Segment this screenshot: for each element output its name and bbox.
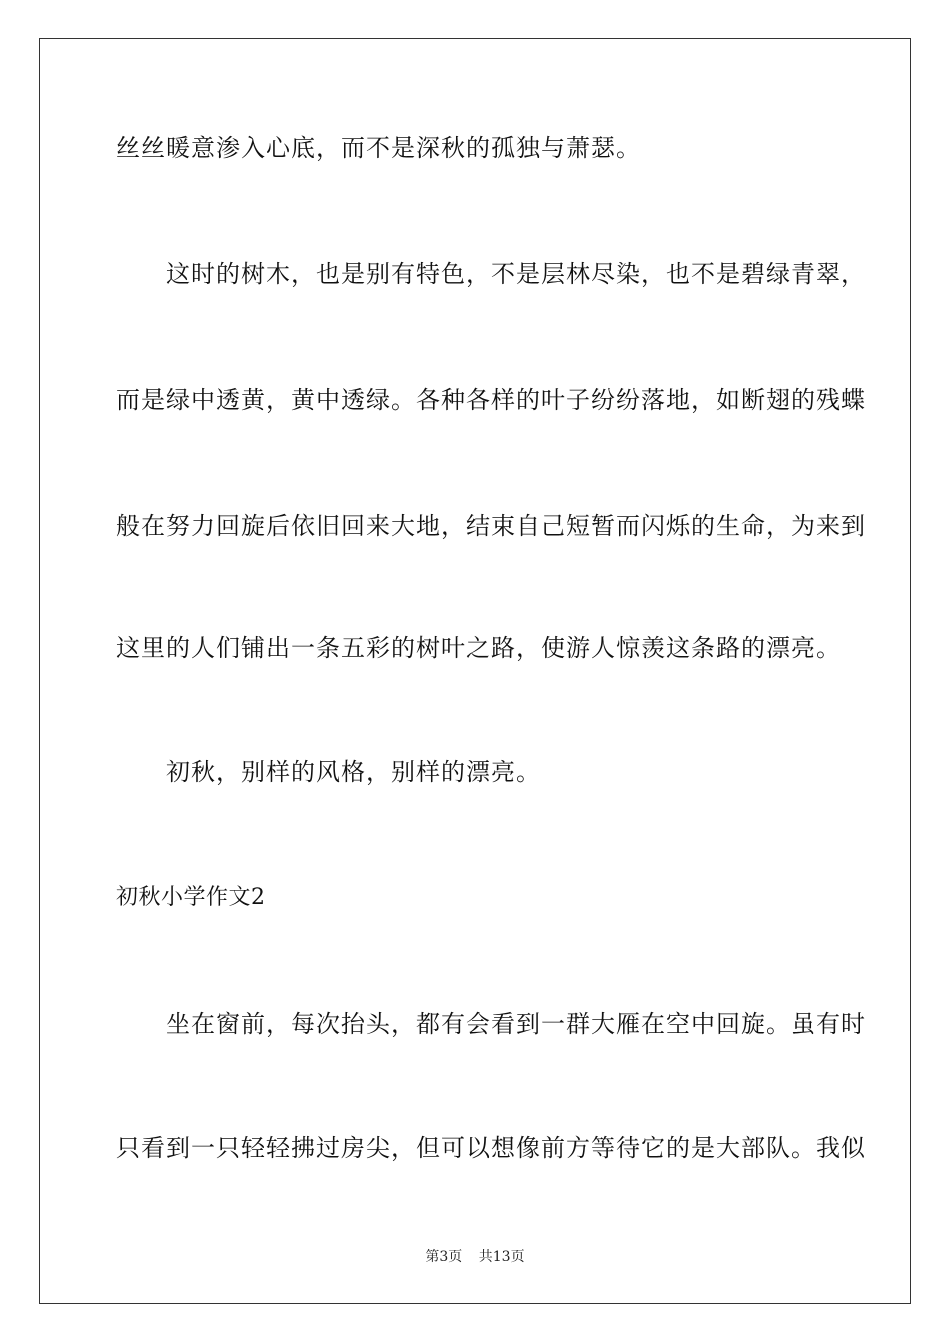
paragraph-line: 般在努力回旋后依旧回来大地，结束自己短暂而闪烁的生命，为来到: [116, 512, 866, 540]
paragraph-line: 坐在窗前，每次抬头，都有会看到一群大雁在空中回旋。虽有时: [166, 1010, 866, 1038]
paragraph-line: 而是绿中透黄，黄中透绿。各种各样的叶子纷纷落地，如断翅的残蝶: [116, 386, 866, 414]
paragraph-line: 丝丝暖意渗入心底，而不是深秋的孤独与萧瑟。: [116, 134, 641, 162]
paragraph-line: 只看到一只轻轻拂过房尖，但可以想像前方等待它的是大部队。我似: [116, 1134, 866, 1162]
page-border: [39, 38, 911, 1304]
page-total: 共13页: [478, 1249, 525, 1265]
section-heading: 初秋小学作文2: [116, 885, 266, 910]
paragraph-line: 这时的树木，也是别有特色，不是层林尽染，也不是碧绿青翠，: [166, 260, 866, 288]
paragraph-line: 初秋，别样的风格，别样的漂亮。: [166, 758, 541, 786]
page-number: 第3页: [425, 1249, 463, 1265]
paragraph-line: 这里的人们铺出一条五彩的树叶之路，使游人惊羡这条路的漂亮。: [116, 634, 841, 662]
page-footer: [0, 1248, 950, 1266]
